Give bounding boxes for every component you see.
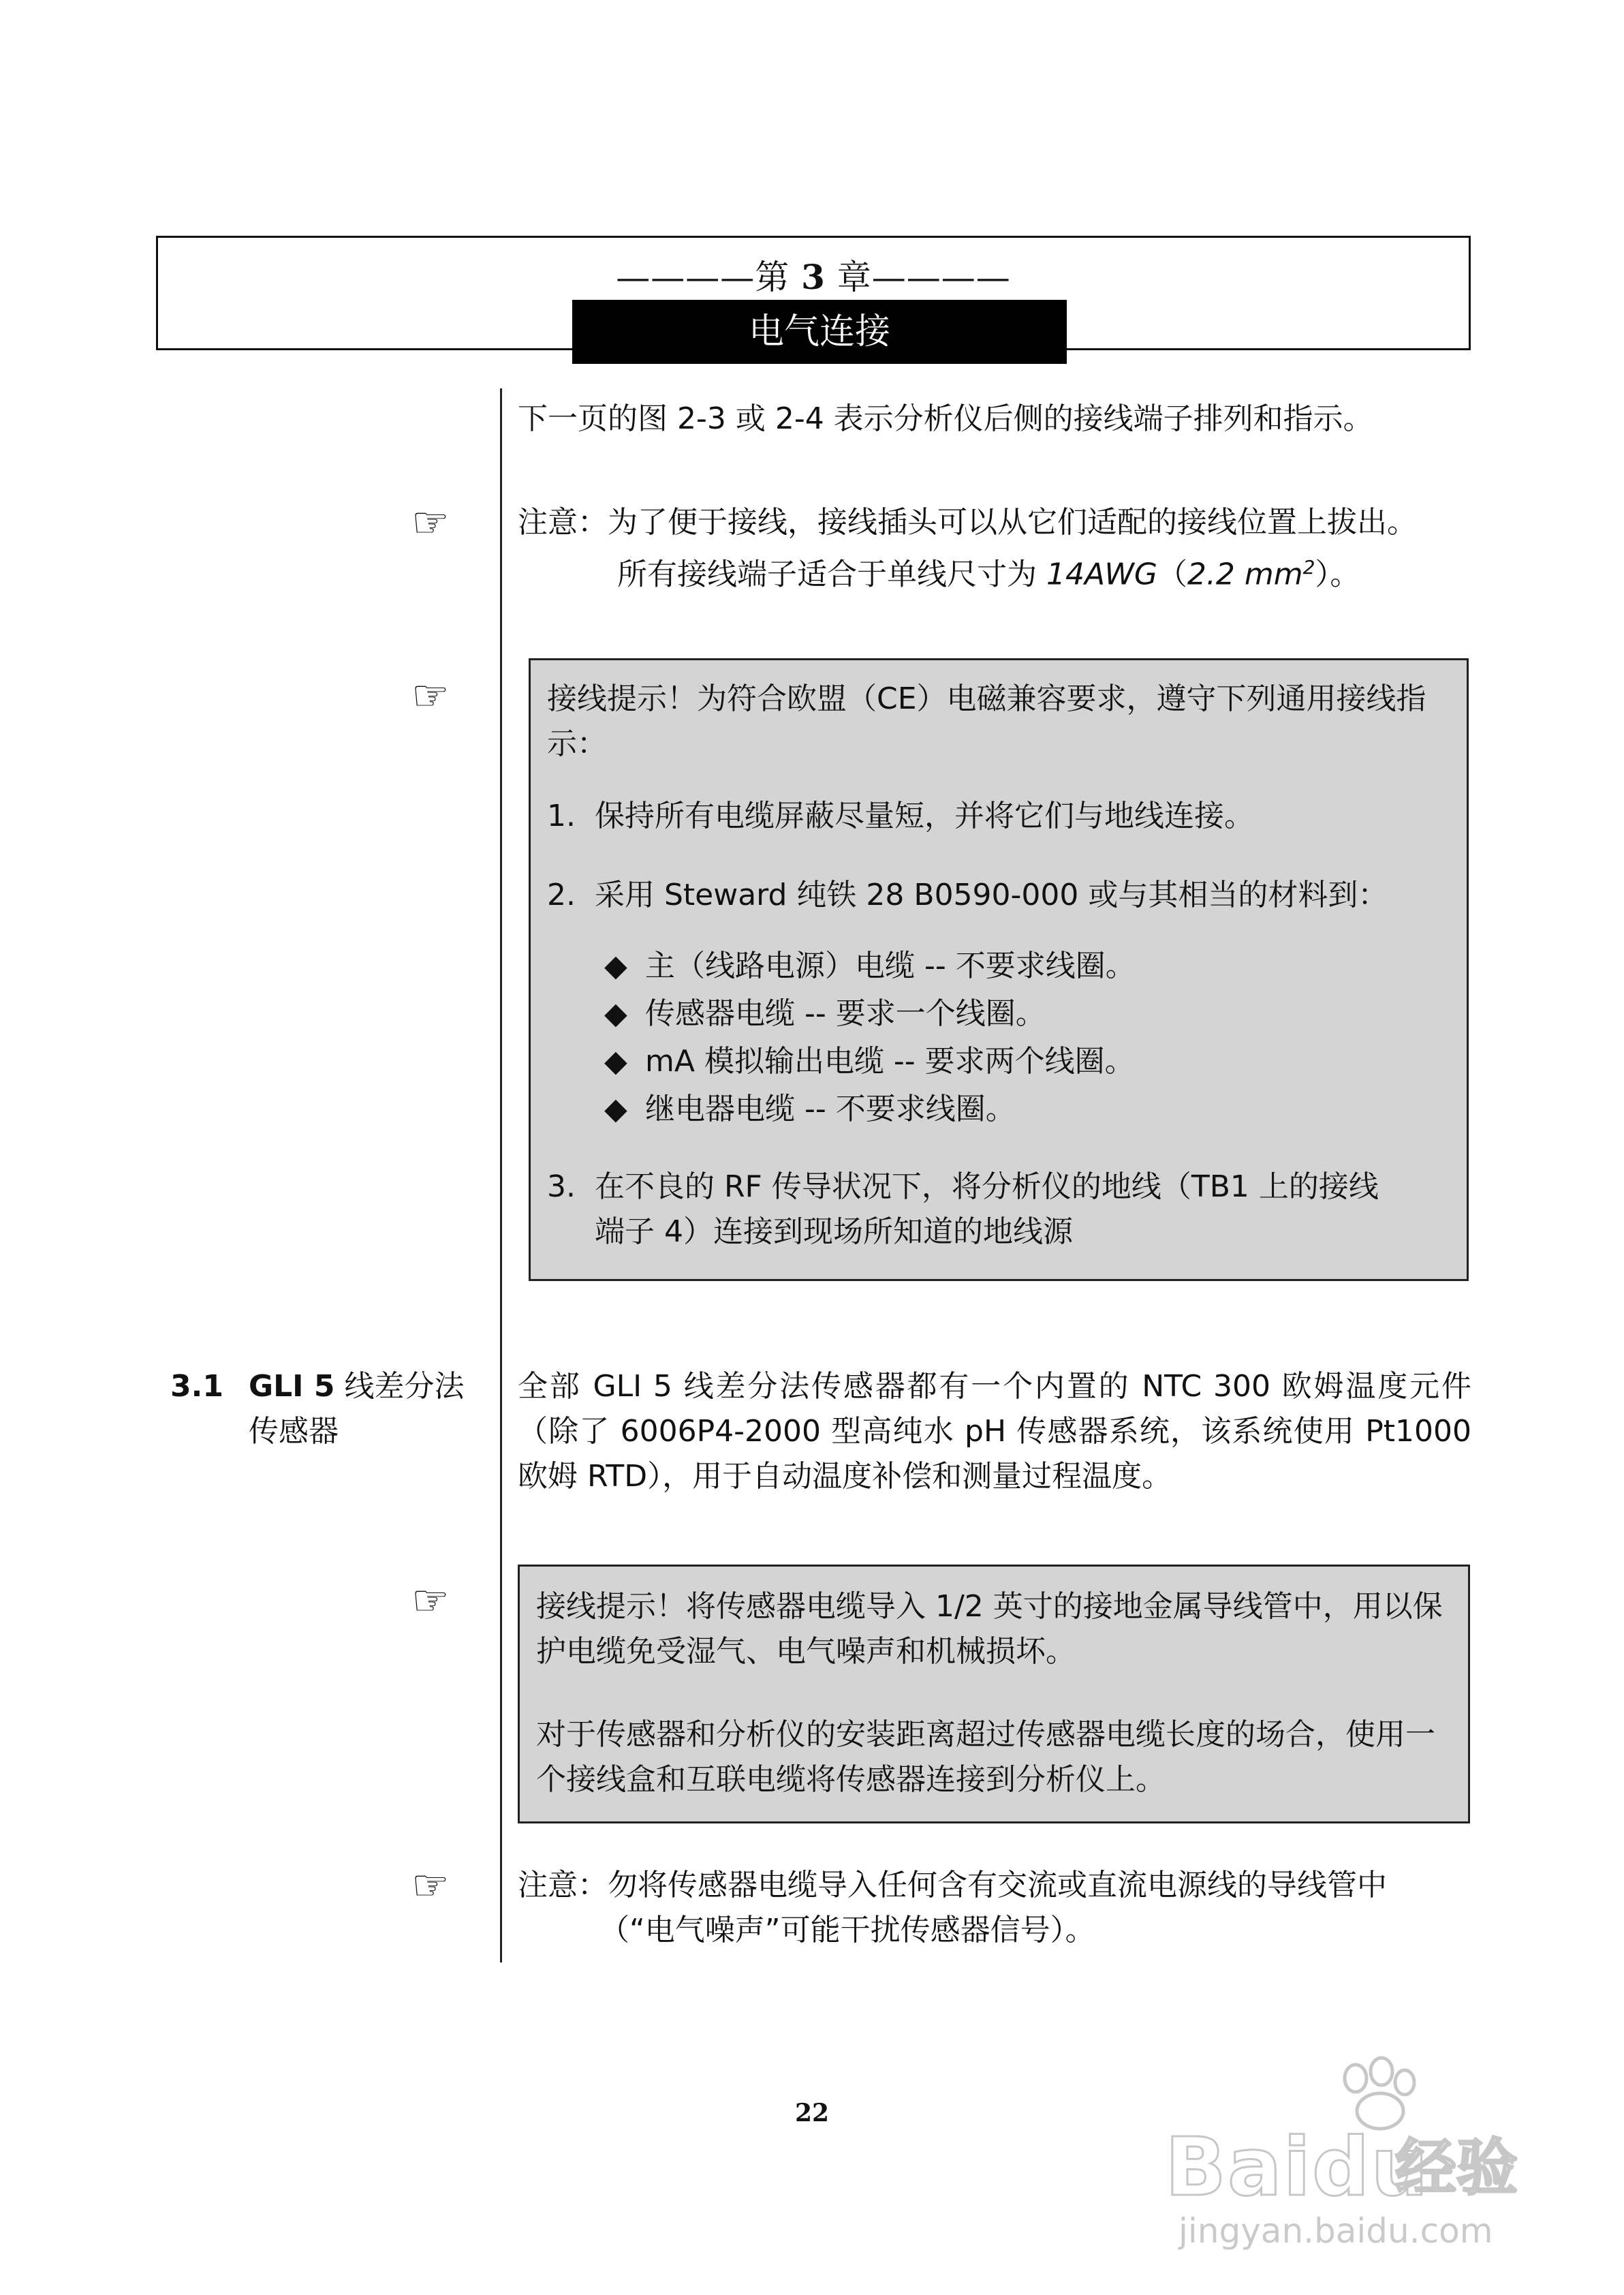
diamond-icon: ◆	[604, 1044, 627, 1079]
pointing-hand-icon: ☞	[411, 671, 450, 720]
section-title-text: 线差分法传感器	[249, 1369, 465, 1449]
note-1-text: 所有接线端子适合于单线尺寸为	[617, 557, 1046, 592]
awg-value: 14AWG	[1046, 557, 1157, 592]
note-2-line-2: （“电气噪声”可能干扰传感器信号）。	[599, 1913, 1095, 1947]
diamond-icon: ◆	[604, 1092, 627, 1126]
note-1-line-2	[617, 545, 1503, 598]
wiring-tip-box-1	[529, 658, 1469, 1281]
pointing-hand-icon: ☞	[411, 1575, 450, 1625]
paren-open: （	[1157, 557, 1187, 592]
tip-2-paragraph-2: 对于传感器和分析仪的安装距离超过传感器电缆长度的场合，使用一个接线盒和互联电缆将传感器连接到分析仪上。	[536, 1717, 1435, 1797]
tip-1-item-3-number: 3.	[547, 1169, 576, 1204]
tip-1-item-1-number: 1.	[547, 799, 576, 833]
chapter-number	[158, 250, 1469, 299]
mm-value: 2.2 mm	[1187, 557, 1303, 592]
note-2-line-1: 注意：勿将传感器电缆导入任何含有交流或直流电源线的导线管中	[518, 1868, 1387, 1903]
note-1-tail: ）。	[1315, 557, 1360, 592]
bullet-text: 传感器电缆 -- 要求一个线圈。	[645, 996, 1046, 1031]
baidu-watermark	[1151, 2051, 1533, 2255]
bullet-text: mA 模拟输出电缆 -- 要求两个线圈。	[645, 1044, 1135, 1079]
tip-2-paragraph-1: 接线提示！将传感器电缆导入 1/2 英寸的接地金属导线管中，用以保护电缆免受湿气、电气噪声和机械损坏。	[536, 1589, 1443, 1669]
section-31-body: 全部 GLI 5 线差分法传感器都有一个内置的 NTC 300 欧姆温度元件（除了 6006P4-2000 型高纯水 pH 传感器系统，该系统使用 Pt1000 欧姆 RTD），用于自动温度补偿和测量过程温度。	[518, 1369, 1471, 1494]
tip-1-intro: 接线提示！为符合欧盟（CE）电磁兼容要求，遵守下列通用接线指示：	[547, 681, 1426, 761]
intro-paragraph: 下一页的图 2-3 或 2-4 表示分析仪后侧的接线端子排列和指示。	[518, 401, 1373, 436]
tip-1-item-3-line-2: 端子 4）连接到现场所知道的地线源	[595, 1214, 1073, 1249]
watermark-cn: 经验	[1395, 2132, 1518, 2204]
tip-1-item-3-line-1: 在不良的 RF 传导状况下，将分析仪的地线（TB1 上的接线	[595, 1169, 1379, 1204]
page-number: 22	[794, 2099, 830, 2127]
wiring-tip-box-2	[518, 1565, 1470, 1823]
bullet-text: 继电器电缆 -- 不要求线圈。	[645, 1092, 1016, 1126]
diamond-icon: ◆	[604, 949, 627, 983]
section-title	[249, 1364, 487, 1454]
diamond-icon: ◆	[604, 996, 627, 1031]
pointing-hand-icon: ☞	[411, 497, 450, 547]
note-1-line-1: 注意：为了便于接线，接线插头可以从它们适配的接线位置上拔出。	[518, 505, 1417, 540]
column-divider	[500, 388, 502, 1962]
pointing-hand-icon: ☞	[411, 1860, 450, 1910]
chapter-prefix: ————第	[616, 258, 802, 297]
section-number: 3.1	[170, 1369, 223, 1404]
watermark-brand	[1165, 2120, 1430, 2214]
watermark-brand-bai: Bai	[1165, 2120, 1313, 2214]
watermark-url: jingyan.baidu.com	[1178, 2211, 1493, 2251]
bullet-item	[604, 990, 1046, 1038]
section-title-bold: GLI 5	[249, 1369, 335, 1404]
bullet-item	[604, 1085, 1016, 1133]
bullet-text: 主（线路电源）电缆 -- 不要求线圈。	[645, 949, 1136, 983]
watermark-brand-du: du	[1312, 2120, 1430, 2214]
superscript: 2	[1302, 556, 1315, 579]
tip-1-item-2: 采用 Steward 纯铁 28 B0590-000 或与其相当的材料到：	[595, 878, 1388, 912]
chapter-suffix: 章————	[825, 258, 1011, 297]
chapter-number-value: 3	[801, 257, 826, 297]
bullet-item	[604, 942, 1136, 990]
tip-1-item-1: 保持所有电缆屏蔽尽量短，并将它们与地线连接。	[595, 799, 1254, 833]
bullet-item	[604, 1038, 1135, 1085]
tip-1-item-2-number: 2.	[547, 878, 576, 912]
chapter-title: 电气连接	[572, 300, 1067, 364]
